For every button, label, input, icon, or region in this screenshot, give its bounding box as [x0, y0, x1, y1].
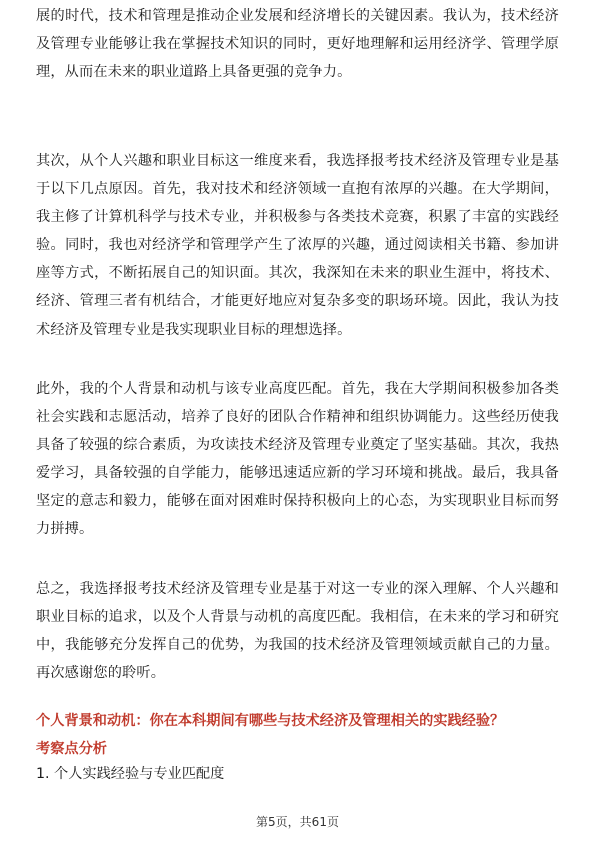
list-item: 1. 个人实践经验与专业匹配度: [36, 766, 225, 782]
page-footer: 第5页，共61页: [256, 815, 339, 829]
paragraph-1: 展的时代，技术和管理是推动企业发展和经济增长的关键因素。我认为，技术经济及管理专业能够让我在掌握技术知识的同时，更好地理解和运用经济学、管理学原理，从而在未来的职业道路上具备更强的竞争力。: [36, 8, 559, 81]
paragraph-4: 总之，我选择报考技术经济及管理专业是基于对这一专业的深入理解、个人兴趣和职业目标的追求，以及个人背景与动机的高度匹配。我相信，在未来的学习和研究中，我能够充分发挥自己的优势，为我国的技术经济及管理领域贡献自己的力量。再次感谢您的聆听。: [36, 581, 559, 682]
section-title: 考察点分析: [36, 741, 107, 757]
question-heading: 个人背景和动机：你在本科期间有哪些与技术经济及管理相关的实践经验？: [36, 713, 505, 729]
paragraph-2: 其次，从个人兴趣和职业目标这一维度来看，我选择报考技术经济及管理专业是基于以下几点原因。首先，我对技术和经济领域一直抱有浓厚的兴趣。在大学期间，我主修了计算机科学与技术专业，并积极参与各类技术竞赛，积累了丰富的实践经验。同时，我也对经济学和管理学产生了浓厚的兴趣，通过阅读相关书籍、参加讲座等方式，不断拓展自己的知识面。其次，我深知在未来的职业生涯中，将技术、经济、管理三者有机结合，才能更好地应对复杂多变的职场环境。因此，我认为技术经济及管理专业是我实现职业目标的理想选择。: [36, 153, 559, 338]
paragraph-3: 此外，我的个人背景和动机与该专业高度匹配。首先，我在大学期间积极参加各类社会实践和志愿活动，培养了良好的团队合作精神和组织协调能力。这些经历使我具备了较强的综合素质，为攻读技术经济及管理专业奠定了坚实基础。其次，我热爱学习，具备较强的自学能力，能够迅速适应新的学习环境和挑战。最后，我具备坚定的意志和毅力，能够在面对困难时保持积极向上的心态，为实现职业目标而努力拼搏。: [36, 381, 559, 538]
